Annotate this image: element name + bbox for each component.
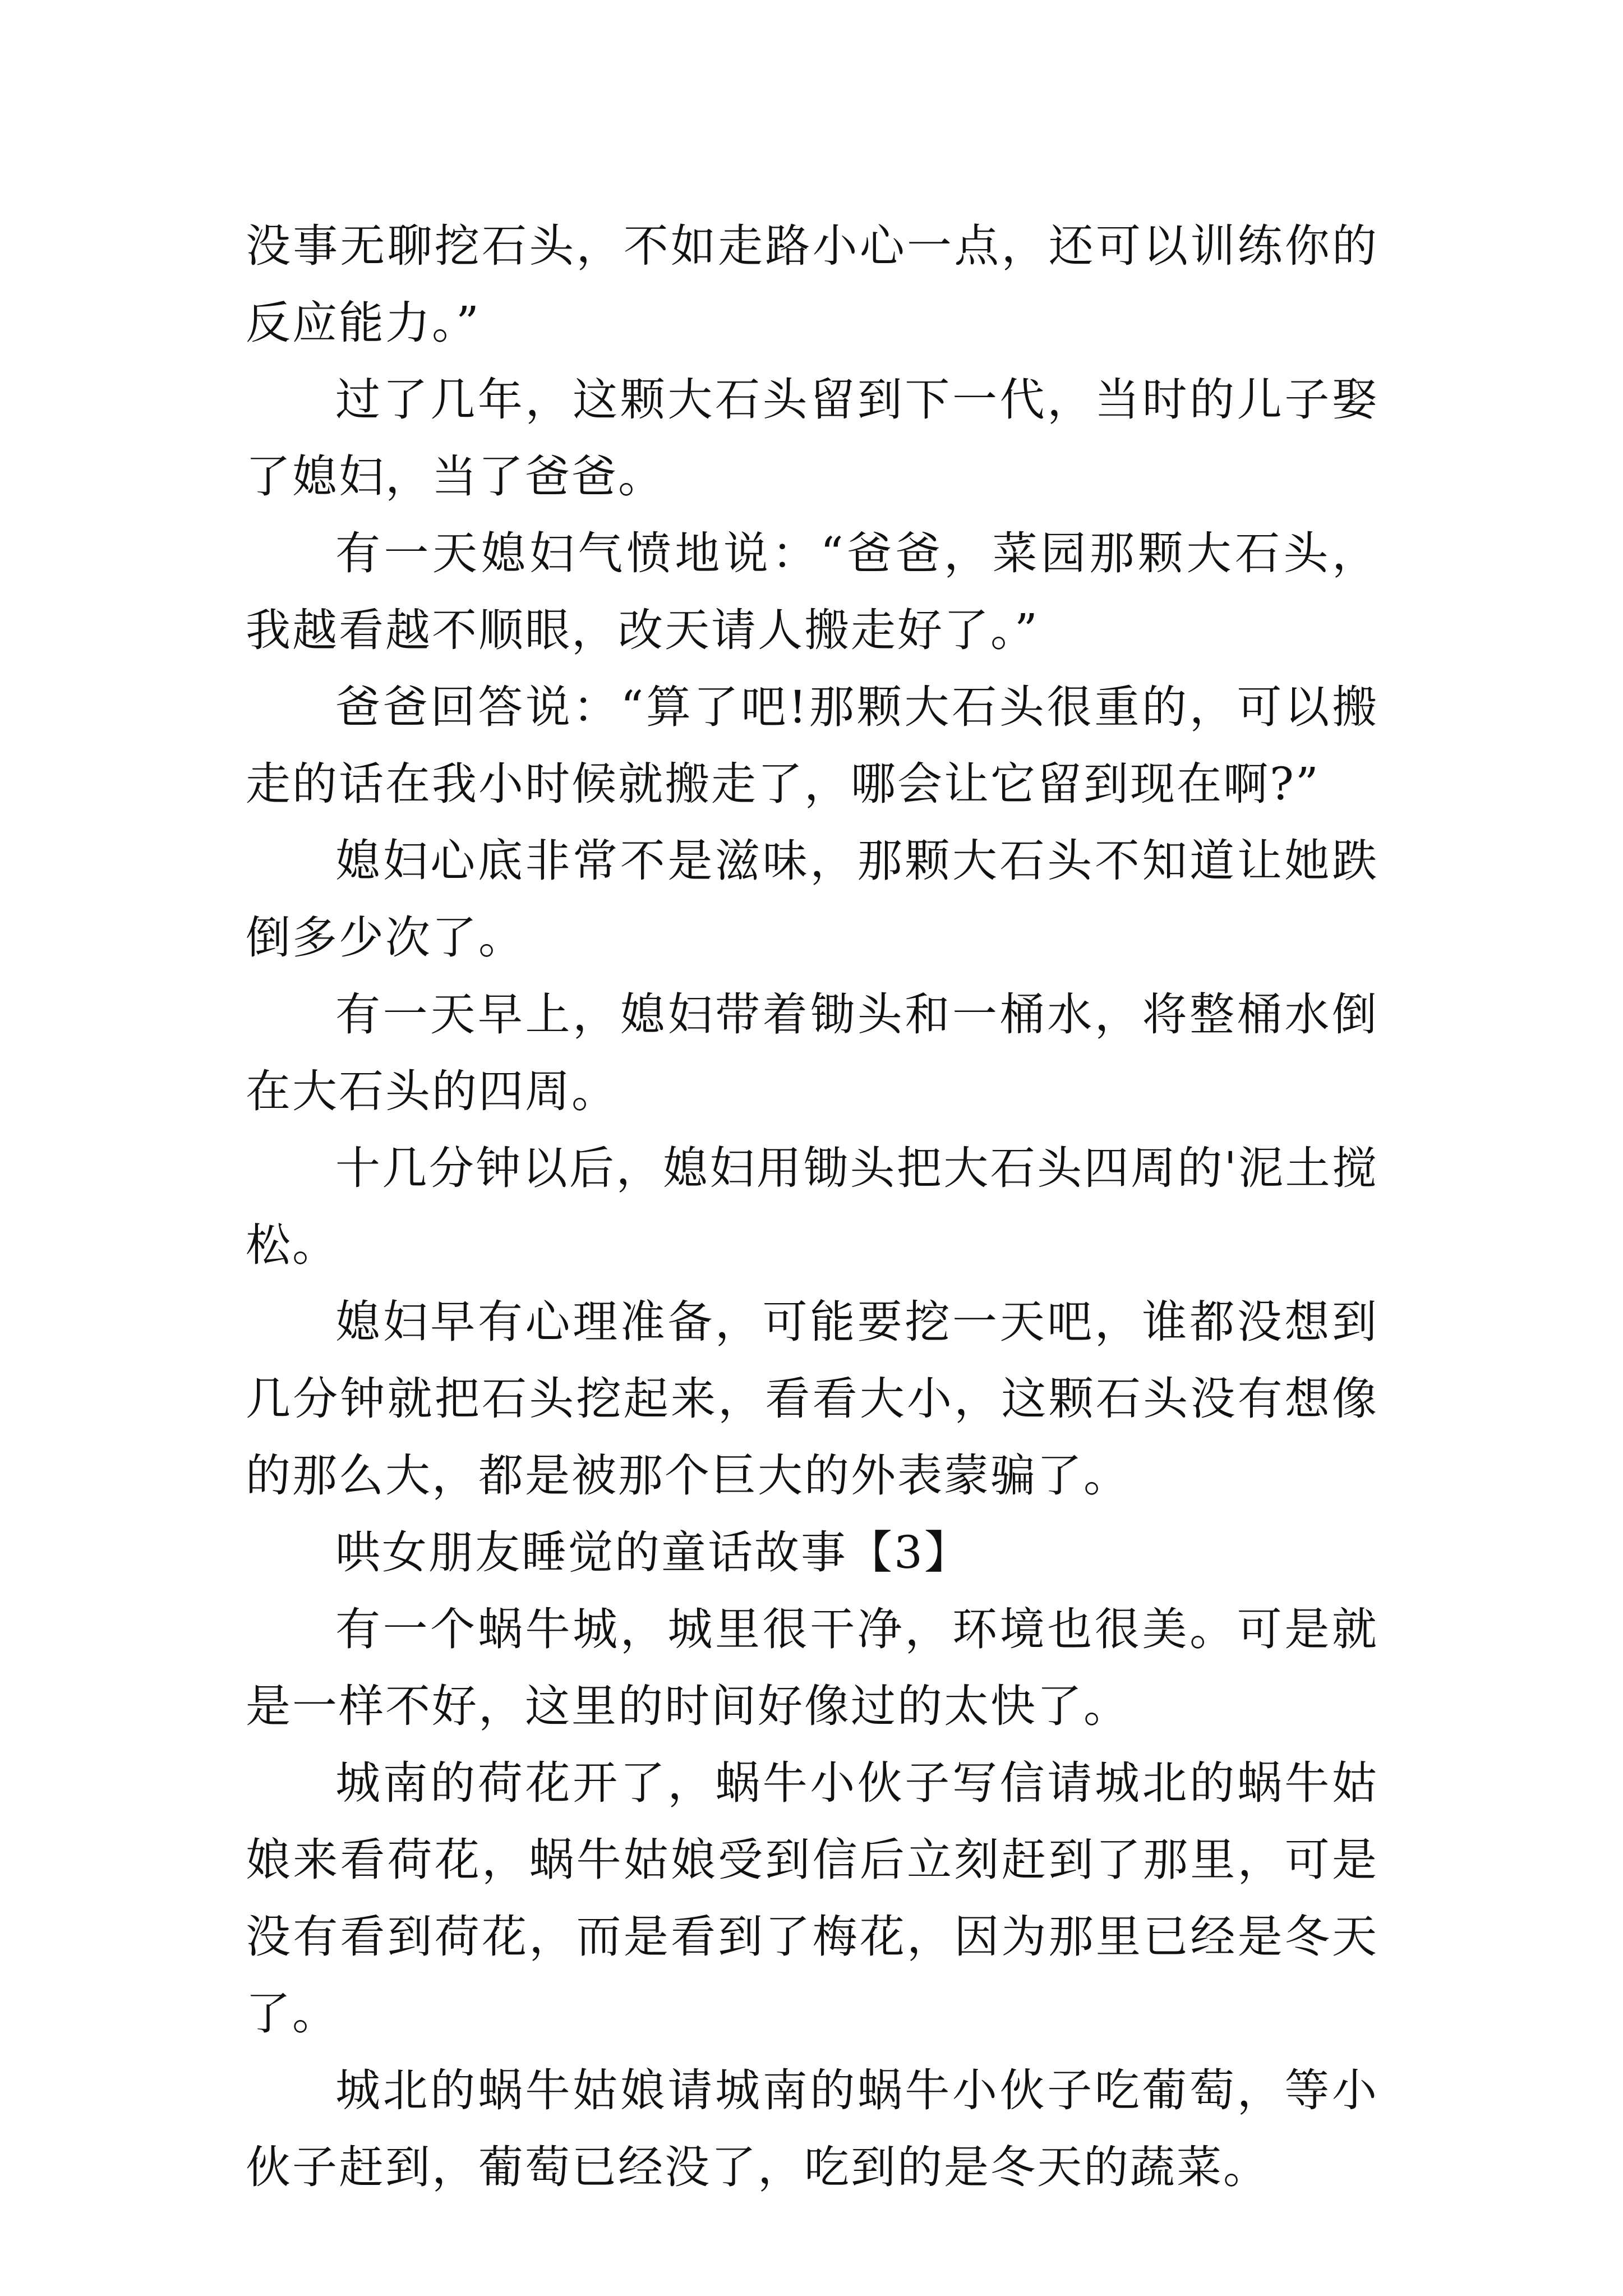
- paragraph: 过了几年，这颗大石头留到下一代，当时的儿子娶了媳妇，当了爸爸。: [246, 374, 1378, 503]
- paragraph: 爸爸回答说：“算了吧!那颗大石头很重的，可以搬走的话在我小时候就搬走了，哪会让它留到现在啊?”: [246, 681, 1378, 810]
- paragraph: 媳妇早有心理准备，可能要挖一天吧，谁都没想到几分钟就把石头挖起来，看看大小，这颗石头没有想像的那么大，都是被那个巨大的外表蒙骗了。: [246, 1296, 1378, 1502]
- paragraph: 没事无聊挖石头，不如走路小心一点，还可以训练你的反应能力。”: [246, 220, 1378, 349]
- section-heading: 哄女朋友睡觉的童话故事【3】: [335, 1526, 971, 1579]
- paragraph: 有一天早上，媳妇带着锄头和一桶水，将整桶水倒在大石头的四周。: [246, 988, 1378, 1117]
- paragraph: 有一天媳妇气愤地说：“爸爸，菜园那颗大石头，我越看越不顺眼，改天请人搬走好了。”: [246, 527, 1378, 656]
- paragraph: 城南的荷花开了，蜗牛小伙子写信请城北的蜗牛姑娘来看荷花，蜗牛姑娘受到信后立刻赶到了那里，可是没有看到荷花，而是看到了梅花，因为那里已经是冬天了。: [246, 1757, 1378, 2040]
- paragraph: 媳妇心底非常不是滋味，那颗大石头不知道让她跌倒多少次了。: [246, 835, 1378, 964]
- paragraph: 城北的蜗牛姑娘请城南的蜗牛小伙子吃葡萄，等小伙子赶到，葡萄已经没了，吃到的是冬天的蔬菜。: [246, 2064, 1378, 2193]
- document-body: [246, 208, 1378, 2206]
- paragraph: 有一个蜗牛城，城里很干净，环境也很美。可是就是一样不好，这里的时间好像过的太快了。: [246, 1603, 1378, 1732]
- paragraph: 十几分钟以后，媳妇用锄头把大石头四周的'泥土搅松。: [246, 1142, 1378, 1271]
